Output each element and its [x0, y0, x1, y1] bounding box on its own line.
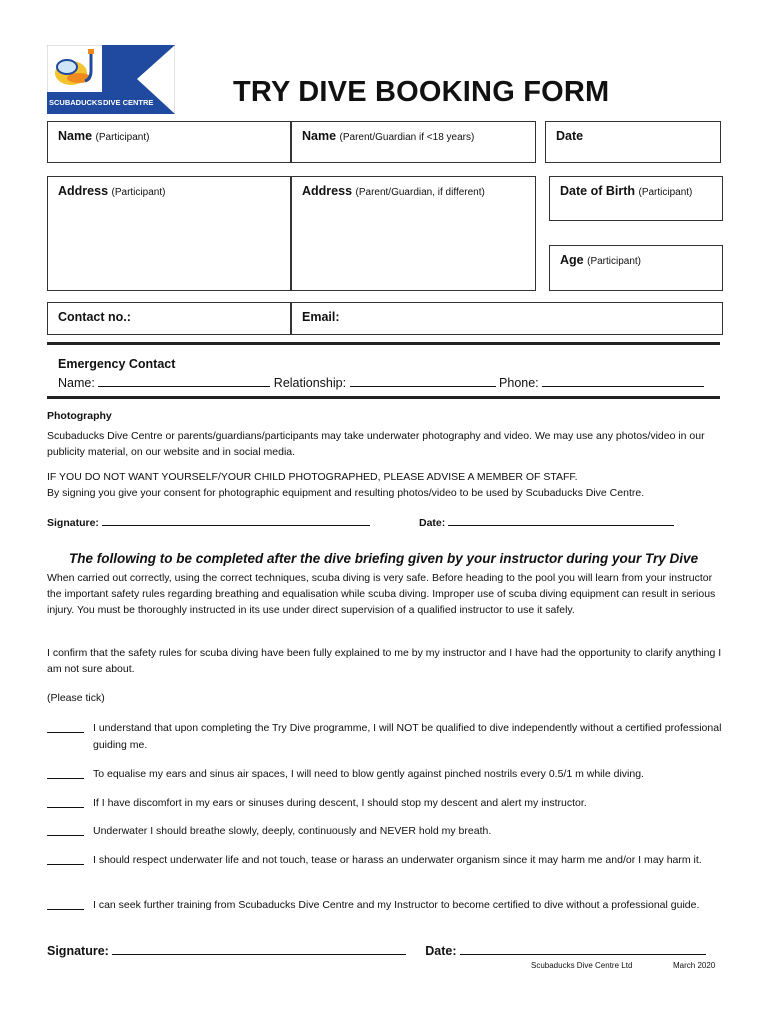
- ec-phone-input[interactable]: [542, 375, 704, 387]
- tick-box-3[interactable]: [47, 795, 84, 808]
- name-participant-label: Name (Participant): [58, 129, 150, 143]
- photo-date-input[interactable]: [448, 516, 674, 526]
- email-field[interactable]: [291, 302, 723, 335]
- address-participant-label: Address (Participant): [58, 184, 166, 198]
- date-field[interactable]: [545, 121, 721, 163]
- name-guardian-label: Name (Parent/Guardian if <18 years): [302, 129, 475, 143]
- ec-relationship-label: Relationship:: [273, 376, 347, 390]
- ec-relationship-input[interactable]: [350, 375, 496, 387]
- name-participant-field[interactable]: [47, 121, 291, 163]
- contact-field[interactable]: [47, 302, 291, 335]
- footer-date: March 2020: [673, 961, 716, 970]
- form-title: TRY DIVE BOOKING FORM: [233, 76, 610, 108]
- tick-item-2: To equalise my ears and sinus air spaces, I will need to blow gently against pinched nostrils every 0.5/1 m while diving.: [47, 766, 727, 783]
- photography-para2-line1: IF YOU DO NOT WANT YOURSELF/YOUR CHILD PHOTOGRAPHED, PLEASE ADVISE A MEMBER OF STAFF.: [47, 471, 578, 483]
- tick-box-4[interactable]: [47, 823, 84, 836]
- photo-signature-row: [47, 516, 370, 529]
- tick-box-1[interactable]: [47, 720, 84, 733]
- photo-date-row: [419, 516, 674, 529]
- tick-box-5[interactable]: [47, 852, 84, 865]
- final-signature-row: [47, 942, 706, 958]
- please-tick: (Please tick): [47, 692, 105, 704]
- age-field[interactable]: [549, 245, 723, 291]
- address-guardian-label: Address (Parent/Guardian, if different): [302, 184, 485, 198]
- logo-text-top: SCUBADUCKS: [49, 98, 103, 107]
- briefing-confirm: I confirm that the safety rules for scuba diving have been fully explained to me by my instructor and I have had the opportunity to clarify anything I am not sure about.: [47, 647, 722, 675]
- tick-item-3: If I have discomfort in my ears or sinuses during descent, I should stop my descent and alert my instructor.: [47, 795, 727, 812]
- divider-bottom: [47, 396, 720, 399]
- tick-item-6: I can seek further training from Scubaducks Dive Centre and my Instructor to become certified to dive without a professional guide.: [47, 897, 727, 914]
- tick-box-2[interactable]: [47, 766, 84, 779]
- address-participant-field[interactable]: [47, 176, 291, 291]
- ec-name-label: Name:: [58, 376, 95, 390]
- footer-company: Scubaducks Dive Centre Ltd: [531, 961, 633, 970]
- divider-top: [47, 342, 720, 345]
- emergency-contact-title: Emergency Contact: [58, 357, 176, 371]
- name-guardian-field[interactable]: [291, 121, 536, 163]
- tick-item-1: I understand that upon completing the Try Dive programme, I will NOT be qualified to dive independently without a certified professional guiding me.: [47, 720, 727, 754]
- age-label: Age (Participant): [560, 253, 642, 267]
- dob-field[interactable]: [549, 176, 723, 221]
- photography-para1: Scubaducks Dive Centre or parents/guardians/participants may take underwater photography and video. We may use any photos/video in our publicity material, on our website and in social media.: [47, 430, 705, 458]
- photography-para2-line2: By signing you give your consent for photographic equipment and resulting photos/video to be used by Scubaducks Dive Centre.: [47, 487, 645, 499]
- emergency-contact-line: [58, 375, 704, 390]
- dob-label: Date of Birth (Participant): [560, 184, 693, 198]
- briefing-intro: When carried out correctly, using the correct techniques, scuba diving is very safe. Before heading to the pool you will learn from your instructor the important safety rules regarding breathing and equalisation while scuba diving. Improper use of scuba diving equipment can result in serious injury. You must be thoroughly instructed in its use under direct supervision of a qualified instructor to use it safely.: [47, 572, 716, 616]
- briefing-title: The following to be completed after the dive briefing given by your instructor during your Try Dive: [69, 551, 699, 566]
- date-label: Date: [556, 129, 584, 143]
- final-date-label: Date:: [425, 944, 457, 958]
- email-label: Email:: [302, 310, 340, 324]
- photo-signature-input[interactable]: [102, 516, 370, 526]
- scubaducks-logo: [47, 45, 175, 114]
- address-guardian-field[interactable]: [291, 176, 536, 291]
- final-date-input[interactable]: [460, 942, 706, 955]
- ec-phone-label: Phone:: [499, 376, 539, 390]
- contact-label: Contact no.:: [58, 310, 131, 324]
- tick-item-4: Underwater I should breathe slowly, deeply, continuously and NEVER hold my breath.: [47, 823, 727, 840]
- photography-title: Photography: [47, 410, 112, 422]
- tick-item-5: I should respect underwater life and not touch, tease or harass an underwater organism since it may harm me and/or I may harm it.: [47, 852, 727, 869]
- photo-date-label: Date:: [419, 517, 446, 529]
- final-signature-input[interactable]: [112, 942, 406, 955]
- final-signature-label: Signature:: [47, 944, 109, 958]
- photo-signature-label: Signature:: [47, 517, 99, 529]
- ec-name-input[interactable]: [98, 375, 270, 387]
- logo-text-bottom: DIVE CENTRE: [103, 98, 154, 107]
- tick-box-6[interactable]: [47, 897, 84, 910]
